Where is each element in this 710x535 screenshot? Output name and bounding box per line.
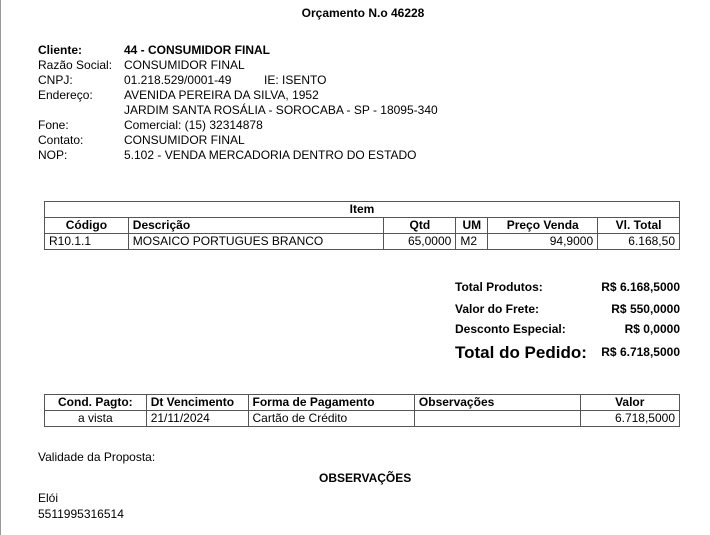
frete-label: Valor do Frete: — [455, 302, 540, 316]
item-qtd: 65,0000 — [384, 234, 456, 250]
pay-vencimento: 21/11/2024 — [146, 411, 248, 427]
item-total: 6.168,50 — [598, 234, 680, 250]
pay-forma: Cartão de Crédito — [248, 411, 414, 427]
cliente-label: Cliente: — [38, 43, 83, 57]
col-header-descricao: Descrição — [128, 218, 384, 234]
fone-value: Comercial: (15) 32314878 — [124, 118, 263, 132]
cnpj-value: 01.218.529/0001-49 — [124, 73, 232, 87]
col-header-valor: Valor — [580, 395, 680, 411]
endereco-line1: AVENIDA PEREIRA DA SILVA, 1952 — [124, 88, 319, 102]
pay-cond: a vista — [45, 411, 147, 427]
col-header-total: Vl. Total — [598, 218, 680, 234]
item-preco: 94,9000 — [488, 234, 598, 250]
desconto-label: Desconto Especial: — [455, 322, 566, 336]
observacoes-heading: OBSERVAÇÕES — [319, 471, 412, 485]
col-header-um: UM — [456, 218, 488, 234]
col-header-preco: Preço Venda — [488, 218, 598, 234]
contato-label: Contato: — [38, 133, 84, 147]
table-row — [45, 411, 680, 427]
desconto-value: R$ 0,0000 — [624, 322, 680, 336]
items-caption-row — [45, 202, 680, 218]
pay-observacoes — [414, 411, 580, 427]
cnpj-label: CNPJ: — [38, 73, 73, 87]
table-row — [45, 234, 680, 250]
document-title: Orçamento N.o 46228 — [301, 6, 425, 20]
items-header-row — [45, 218, 680, 234]
col-header-codigo: Código — [45, 218, 129, 234]
contato-value: CONSUMIDOR FINAL — [124, 133, 245, 147]
item-codigo: R10.1.1 — [45, 234, 129, 250]
items-table — [44, 201, 680, 250]
total-pedido-value: R$ 6.718,5000 — [601, 345, 680, 359]
col-header-forma-pagamento: Forma de Pagamento — [248, 395, 414, 411]
payment-header-row — [45, 395, 680, 411]
col-header-observacoes: Observações — [414, 395, 580, 411]
page-left-border — [0, 0, 1, 535]
col-header-qtd: Qtd — [384, 218, 456, 234]
endereco-label: Endereço: — [38, 88, 93, 102]
col-header-cond-pagto: Cond. Pagto: — [45, 395, 147, 411]
total-produtos-value: R$ 6.168,5000 — [601, 280, 680, 294]
endereco-line2: JARDIM SANTA ROSÁLIA - SOROCABA - SP - 18095-340 — [124, 103, 438, 117]
validade-label: Validade da Proposta: — [38, 450, 156, 464]
razao-value: CONSUMIDOR FINAL — [124, 58, 245, 72]
nop-label: NOP: — [38, 148, 68, 162]
signer-name: Elói — [38, 491, 59, 505]
cliente-value: 44 - CONSUMIDOR FINAL — [124, 43, 271, 57]
total-pedido-label: Total do Pedido: — [455, 343, 587, 362]
item-um: M2 — [456, 234, 488, 250]
pay-valor: 6.718,5000 — [580, 411, 680, 427]
signer-phone: 5511995316514 — [38, 507, 124, 521]
col-header-dt-vencimento: Dt Vencimento — [146, 395, 248, 411]
fone-label: Fone: — [38, 118, 69, 132]
frete-value: R$ 550,0000 — [611, 302, 680, 316]
razao-label: Razão Social: — [38, 58, 113, 72]
item-descricao: MOSAICO PORTUGUES BRANCO — [128, 234, 384, 250]
payment-table — [44, 394, 680, 427]
ie-value: IE: ISENTO — [264, 73, 327, 87]
items-caption: Item — [45, 202, 680, 218]
total-produtos-label: Total Produtos: — [455, 280, 543, 294]
nop-value: 5.102 - VENDA MERCADORIA DENTRO DO ESTADO — [124, 148, 417, 162]
